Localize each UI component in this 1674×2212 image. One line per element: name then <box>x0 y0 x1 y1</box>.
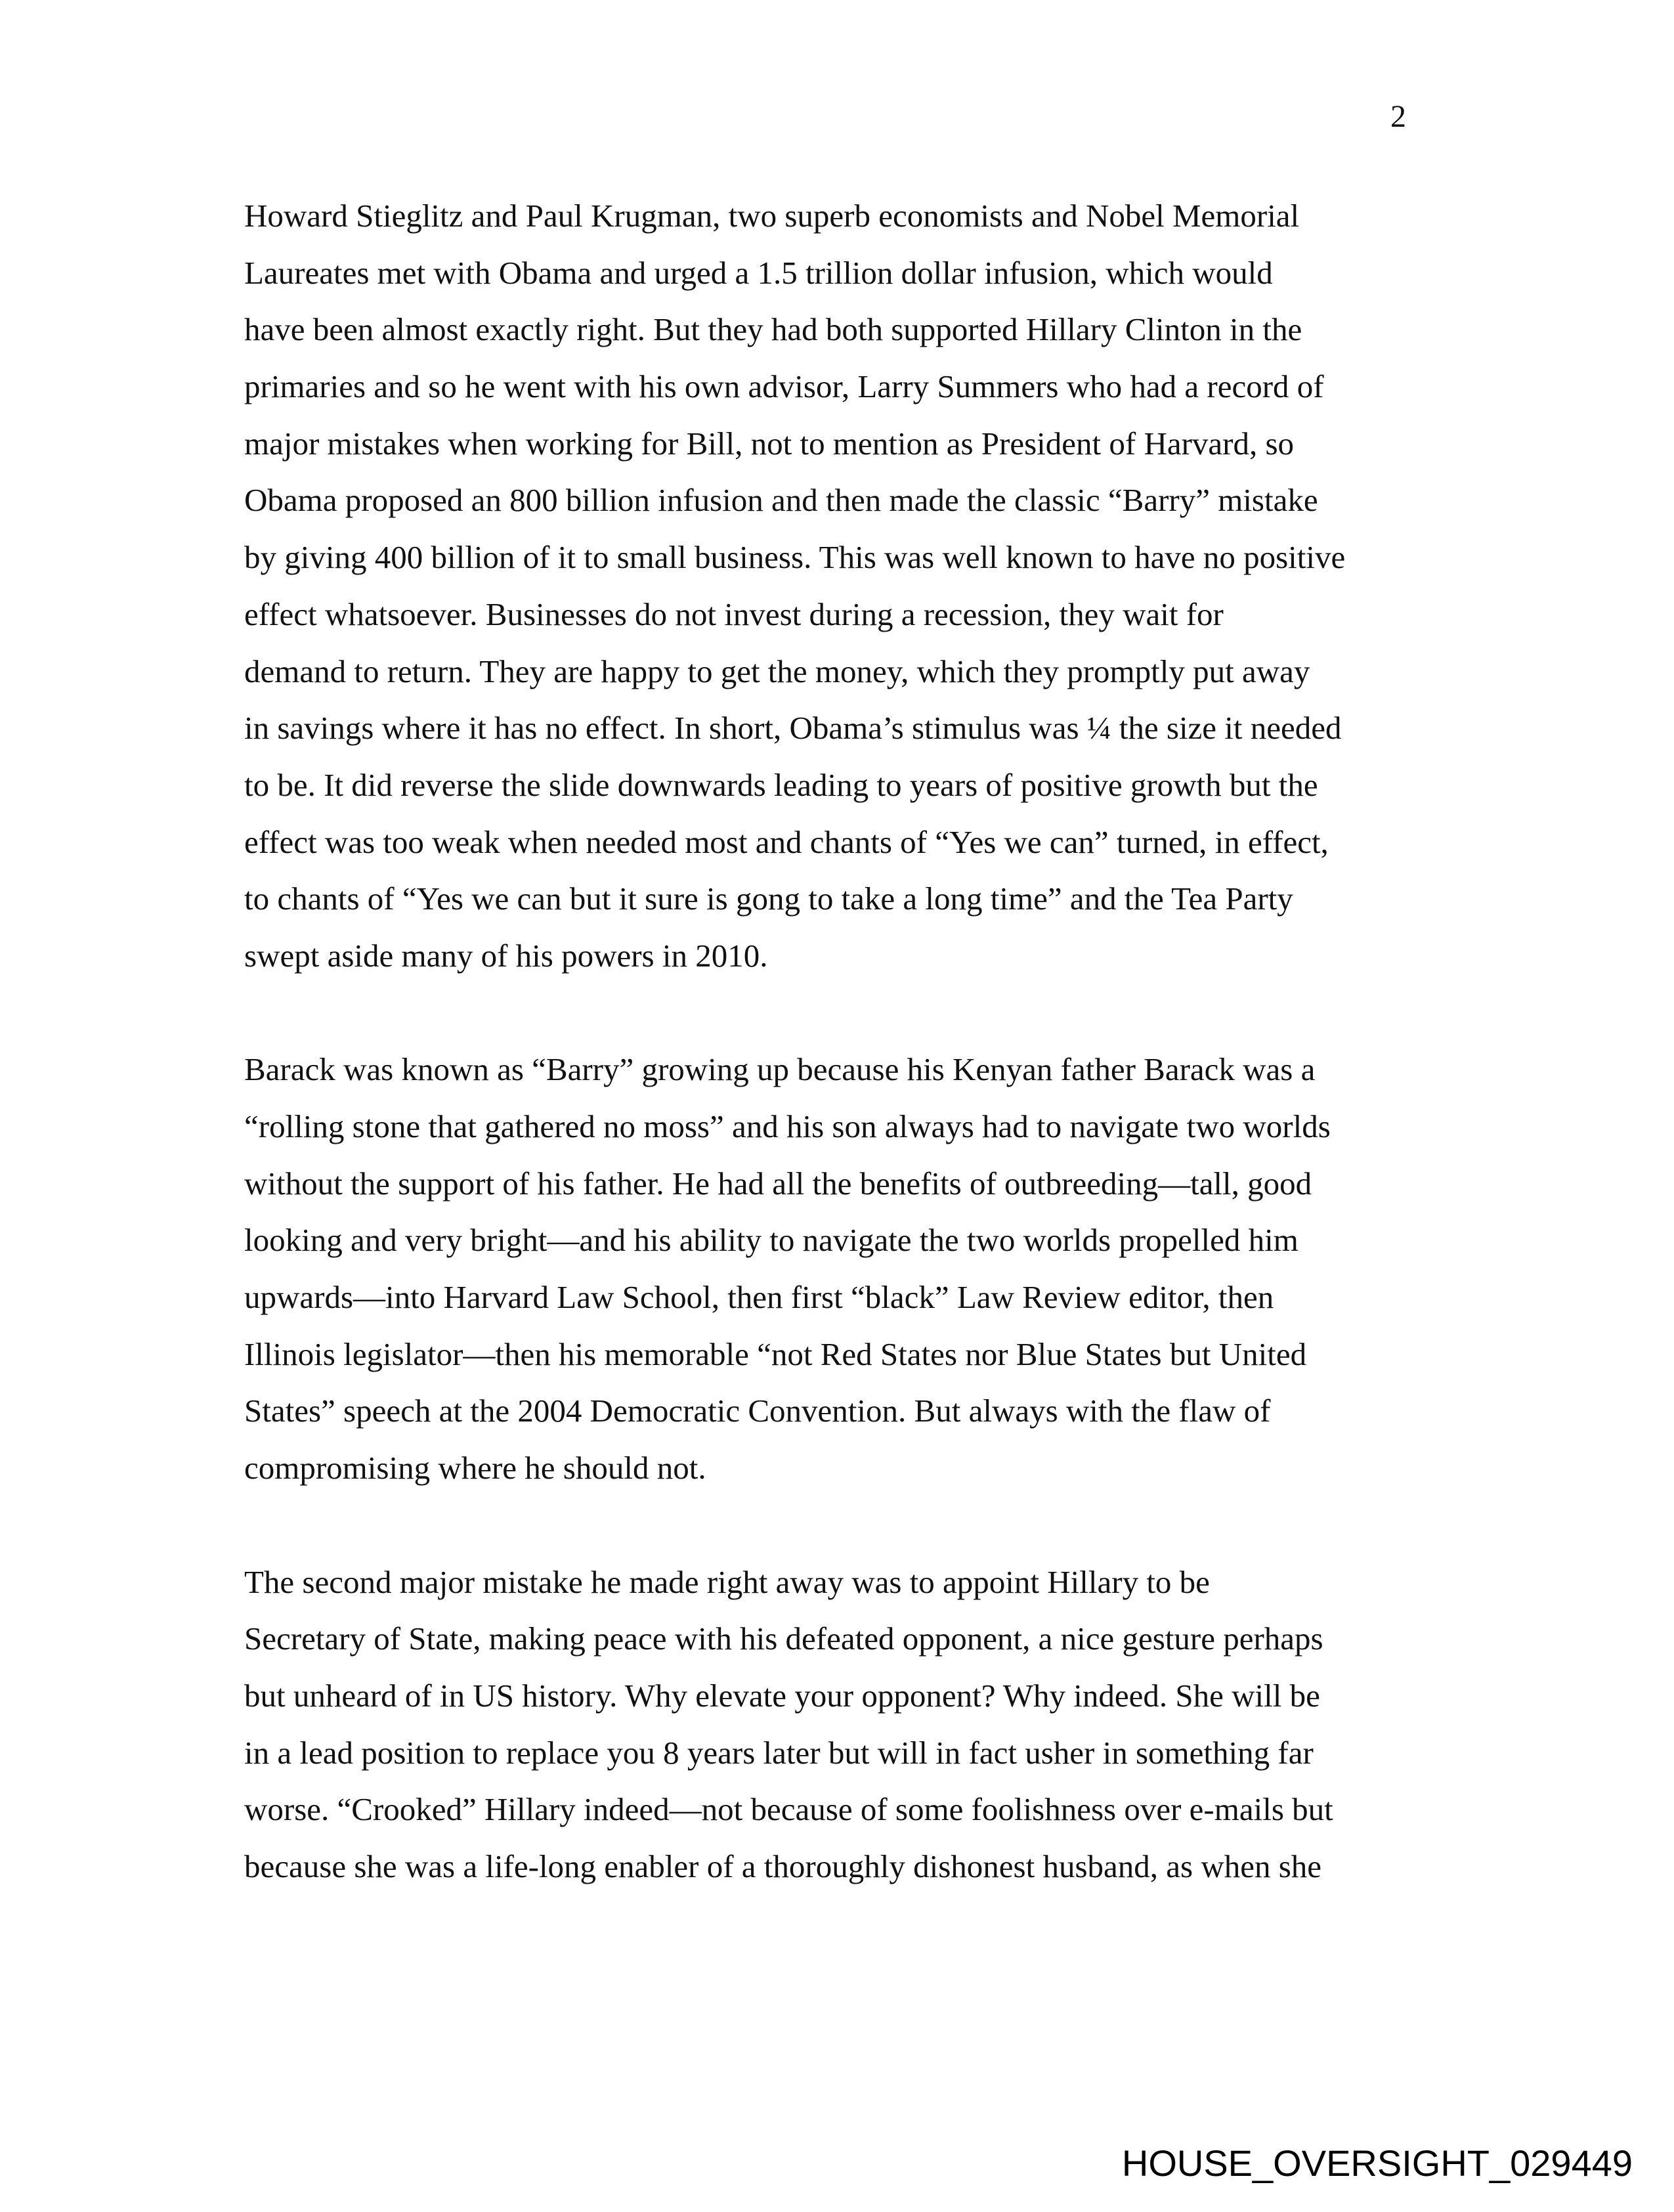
text-line: in a lead position to replace you 8 years later but will in fact usher in something far <box>244 1734 1314 1771</box>
text-line: compromising where he should not. <box>244 1450 706 1486</box>
text-line: effect whatsoever. Businesses do not invest during a recession, they wait for <box>244 596 1224 632</box>
text-line: Illinois legislator—then his memorable “not Red States nor Blue States but United <box>244 1335 1307 1372</box>
text-line: primaries and so he went with his own advisor, Larry Summers who had a record of <box>244 368 1324 405</box>
text-line: Howard Stieglitz and Paul Krugman, two superb economists and Nobel Memorial <box>244 198 1300 234</box>
paragraph <box>244 188 1345 985</box>
paragraph <box>244 1041 1345 1497</box>
text-line: Obama proposed an 800 billion infusion and then made the classic “Barry” mistake <box>244 482 1318 519</box>
text-line: without the support of his father. He had all the benefits of outbreeding—tall, good <box>244 1165 1312 1202</box>
text-line: by giving 400 billion of it to small business. This was well known to have no positive <box>244 539 1346 576</box>
text-line: have been almost exactly right. But they had both supported Hillary Clinton in the <box>244 311 1302 348</box>
text-line: demand to return. They are happy to get the money, which they promptly put away <box>244 653 1310 689</box>
text-line: looking and very bright—and his ability to navigate the two worlds propelled him <box>244 1222 1298 1259</box>
text-line: upwards—into Harvard Law School, then first “black” Law Review editor, then <box>244 1279 1274 1316</box>
text-line: “rolling stone that gathered no moss” and his son always had to navigate two worlds <box>244 1108 1331 1144</box>
text-line: in savings where it has no effect. In short, Obama’s stimulus was ¼ the size it needed <box>244 710 1342 747</box>
text-line: because she was a life-long enabler of a thoroughly dishonest husband, as when she <box>244 1848 1322 1884</box>
text-line: effect was too weak when needed most and chants of “Yes we can” turned, in effect, <box>244 823 1329 860</box>
paragraph <box>244 1554 1345 1896</box>
page-number: 2 <box>1390 99 1406 134</box>
text-line: worse. “Crooked” Hillary indeed—not because of some foolishness over e-mails but <box>244 1791 1333 1828</box>
text-line: but unheard of in US history. Why elevate your opponent? Why indeed. She will be <box>244 1677 1320 1714</box>
text-line: to be. It did reverse the slide downwards leading to years of positive growth but the <box>244 766 1318 803</box>
text-line: Secretary of State, making peace with his defeated opponent, a nice gesture perhaps <box>244 1620 1323 1657</box>
text-line: The second major mistake he made right away was to appoint Hillary to be <box>244 1563 1210 1600</box>
text-line: Barack was known as “Barry” growing up because his Kenyan father Barack was a <box>244 1051 1316 1088</box>
text-line: Laureates met with Obama and urged a 1.5 trillion dollar infusion, which would <box>244 254 1273 291</box>
bates-number: HOUSE_OVERSIGHT_029449 <box>1121 2142 1633 2184</box>
text-line: to chants of “Yes we can but it sure is gong to take a long time” and the Tea Party <box>244 880 1293 917</box>
text-line: major mistakes when working for Bill, not to mention as President of Harvard, so <box>244 425 1295 462</box>
text-line: States” speech at the 2004 Democratic Convention. But always with the flaw of <box>244 1393 1271 1429</box>
text-line: swept aside many of his powers in 2010. <box>244 937 768 974</box>
body-text <box>244 188 1345 1952</box>
